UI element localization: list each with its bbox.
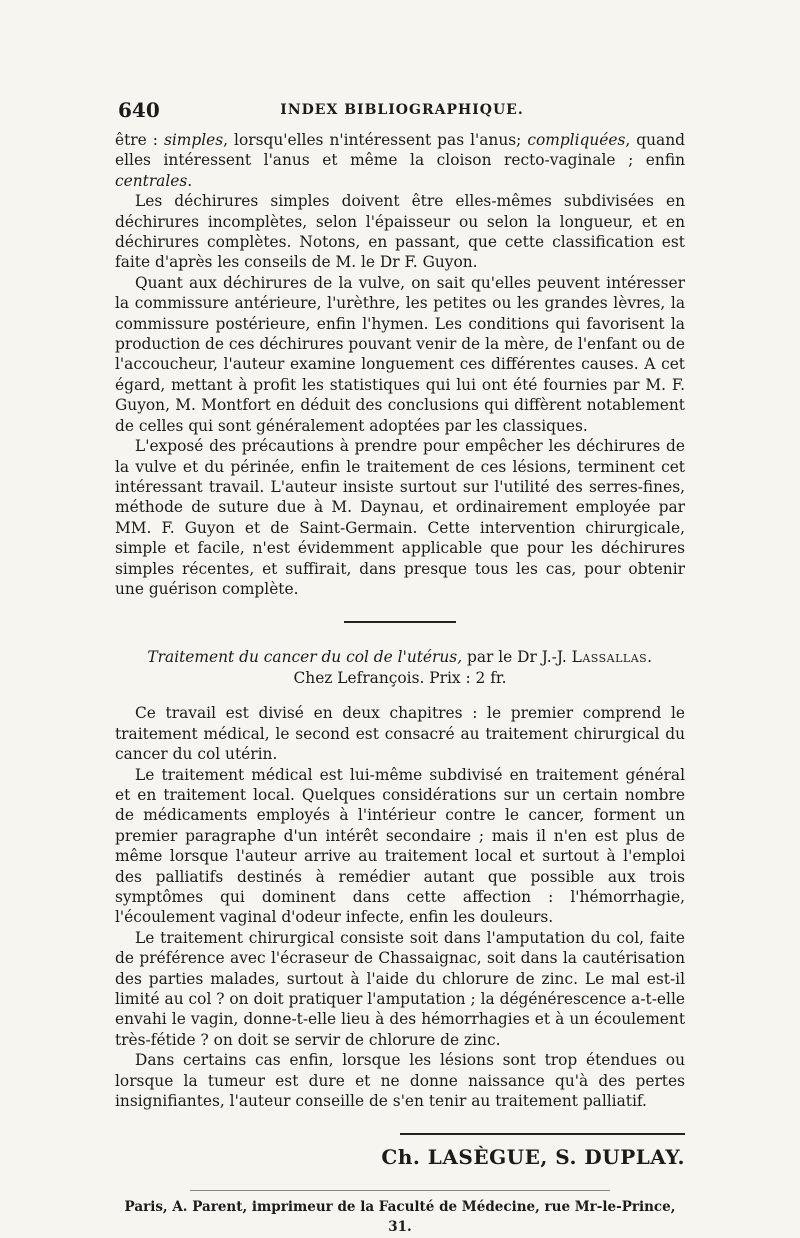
spacer: [115, 689, 685, 703]
paragraph: Quant aux déchirures de la vulve, on sait qu'elles peuvent intéresser la commissure antérieure, l'urèthre, les petites ou les grandes lèvres, la commissure postérieure, enfin l'hymen. Les conditions qui favorisent la production de ces déchirures pouvant venir de la mère, de l'enfant ou de l'accoucheur, l'auteur examine longuement ces différentes causes. A cet égard, mettant à profit les statistiques qui lui ont été fournies par M. F. Guyon, M. Montfort en déduit des conclusions qui diffèrent notablement de celles qui sont généralement adoptées par les classiques.: [115, 273, 685, 435]
text-run: , lorsqu'elles n'intéressent pas l'anus;: [223, 131, 528, 149]
article-title-line: [115, 647, 685, 668]
text-run: , quand elles intéressent l'anus et même la cloison recto-vaginale ; enfin: [115, 131, 686, 170]
article-title: Traitement du cancer du col de l'utérus,: [147, 648, 463, 667]
printer-rule: [190, 1190, 610, 1191]
paragraph: Dans certains cas enfin, lorsque les lésions sont trop étendues ou lorsque la tumeur est dure et ne donne naissance qu'à des pertes insignifiantes, l'auteur conseille de s'en tenir au traitement palliatif.: [115, 1051, 685, 1111]
running-title: INDEX BIBLIOGRAPHIQUE.: [280, 102, 524, 118]
section-divider: [344, 621, 456, 623]
paragraph: Les déchirures simples doivent être elles-mêmes subdivisées en déchirures incomplètes, selon l'épaisseur ou selon la longueur, et en déchirures complètes. Notons, en passant, que cette classification est faite d'après les conseils de M. le Dr F. Guyon.: [115, 192, 685, 272]
article-by: par le Dr J.-J.: [462, 648, 572, 667]
printer-imprint: Paris, A. Parent, imprimeur de la Faculté de Médecine, rue Mr-le-Prince, 31.: [124, 1198, 676, 1236]
page-body: [115, 130, 685, 1238]
paragraph: L'exposé des précautions à prendre pour empêcher les déchirures de la vulve et du périnée, enfin le traitement de ces lésions, terminent cet intéressant travail. L'auteur insiste surtout sur l'utilité des serres-fines, méthode de suture due à M. Daynau, et ordinairement employée par MM. F. Guyon et de Saint-Germain. Cette intervention chirurgicale, simple et facile, n'est évidemment applicable que pour les déchirures simples récentes, et suffirait, dans presque tous les cas, pour obtenir une guérison complète.: [115, 437, 685, 598]
paragraph: Le traitement médical est lui-même subdivisé en traitement général et en traitement local. Quelques considérations sur un certain nombre de médicaments employés à l'intérieur contre le cancer, forment un premier paragraphe d'un intérêt secondaire ; mais il n'en est plus de même lorsque l'auteur arrive au traitement local et surtout à l'emploi des palliatifs destinés à remédier autant que possible aux trois symptômes qui dominent dans cette affection : l'hémorrhagie, l'écoulement vaginal d'odeur infecte, enfin les douleurs.: [115, 765, 685, 927]
paragraph-continuation: [115, 130, 685, 191]
italic-term: compliquées: [527, 131, 626, 149]
paragraph: Le traitement chirurgical consiste soit dans l'amputation du col, faite de préférence avec l'écraseur de Chassaignac, soit dans la cautérisation des parties malades, surtout à l'aide du chlorure de zinc. Le mal est-il limité au col ? on doit pratiquer l'amputation ; la dégénérescence a-t-elle envahi le vagin, donne-t-elle lieu à des hémorrhagies et à un écoulement très-fétide ? on doit se servir de chlorure de zinc.: [115, 928, 685, 1049]
text-run: être :: [115, 131, 164, 149]
italic-term: simples: [163, 131, 224, 149]
text-run: .: [187, 171, 193, 190]
italic-term: centrales: [115, 171, 188, 190]
page-number: 640: [118, 98, 160, 122]
page-header: [118, 98, 686, 126]
article-heading: [115, 647, 685, 689]
signature: Ch. LASÈGUE, S. DUPLAY.: [381, 1145, 685, 1170]
article-author: Lassallas.: [571, 648, 653, 667]
signature-rule: [400, 1133, 685, 1135]
paragraph: Ce travail est divisé en deux chapitres : le premier comprend le traitement médical, le second est consacré au traitement chirurgical du cancer du col utérin.: [115, 704, 685, 764]
article-publisher: Chez Lefrançois. Prix : 2 fr.: [293, 669, 507, 688]
